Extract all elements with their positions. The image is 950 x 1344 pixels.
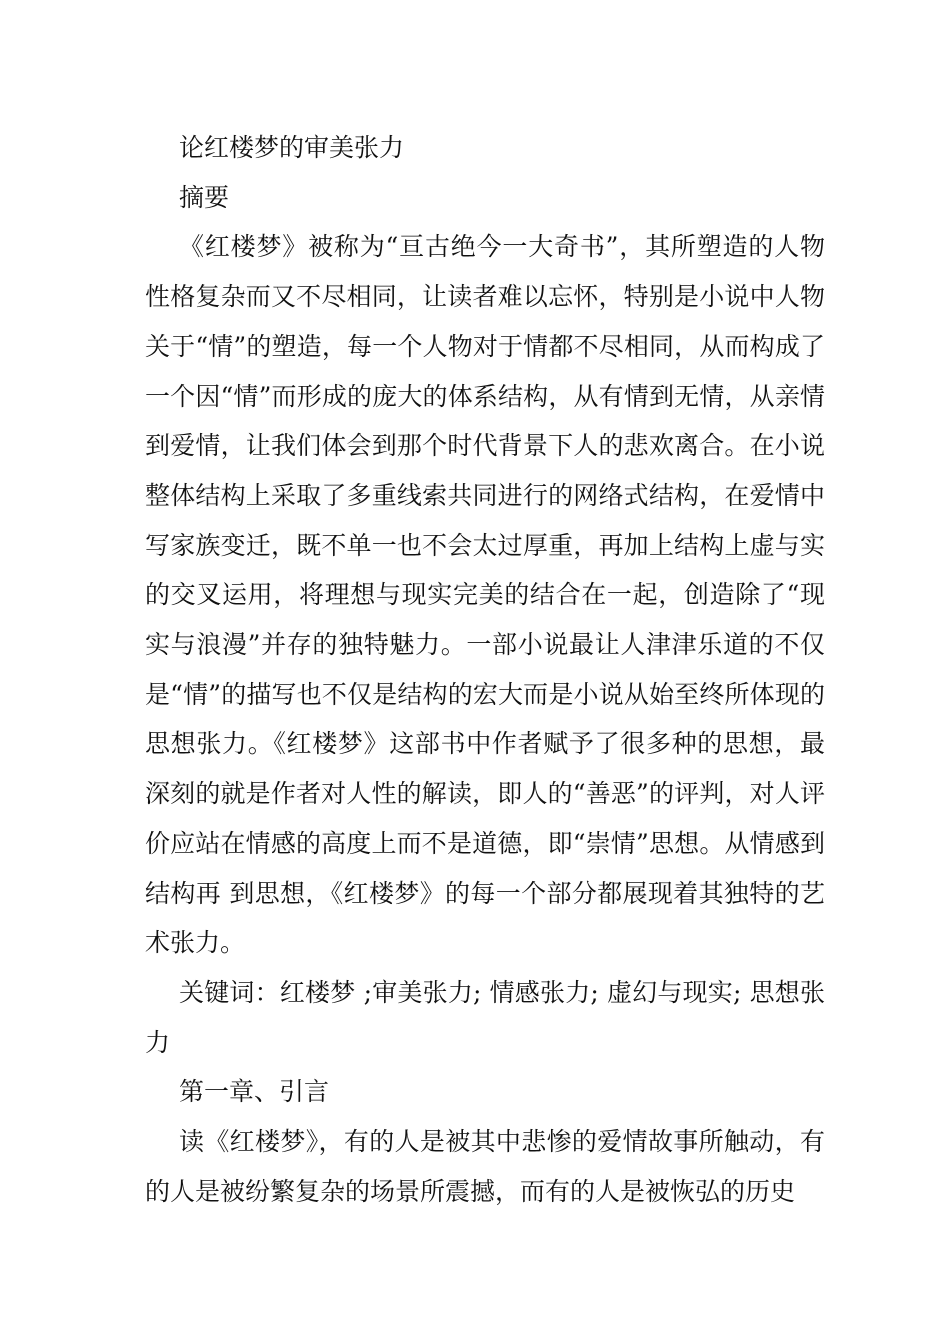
abstract-heading: 摘要: [179, 182, 230, 212]
document-body: [145, 123, 825, 1216]
keywords-line: 关键词：红楼梦 ;审美张力; 情感张力; 虚幻与现实; 思想张力: [145, 977, 825, 1057]
chapter-heading: 第一章、引言: [179, 1077, 330, 1107]
document-title: 论红楼梦的审美张力: [179, 133, 405, 162]
intro-paragraph: 读《红楼梦》，有的人是被其中悲惨的爱情故事所触动，有的人是被纷繁复杂的场景所震撼，而有的人是被恢弘的历史: [145, 1127, 825, 1206]
abstract-paragraph: 《红楼梦》被称为“亘古绝今一大奇书”，其所塑造的人物性格复杂而又不尽相同，让读者难以忘怀，特别是小说中人物关于“情”的塑造，每一个人物对于情都不尽相同，从而构成了一个因“情”而形成的庞大的体系结构，从有情到无情，从亲情到爱情，让我们体会到那个时代背景下人的悲欢离合。在小说整体结构上采取了多重线索共同进行的网络式结构，在爱情中写家族变迁，既不单一也不会太过厚重，再加上结构上虚与实的交叉运用，将理想与现实完美的结合在一起，创造除了“现实与浪漫”并存的独特魅力。一部小说最让人津津乐道的不仅是“情”的描写也不仅是结构的宏大而是小说从始至终所体现的思想张力。《红楼梦》这部书中作者赋予了很多种的思想，最深刻的就是作者对人性的解读，即人的“善恶”的评判，对人评价应站在情感的高度上而不是道德，即“崇情”思想。从情感到结构再 到思想，《红楼梦》的每一个部分都展现着其独特的艺术张力。: [145, 232, 825, 958]
